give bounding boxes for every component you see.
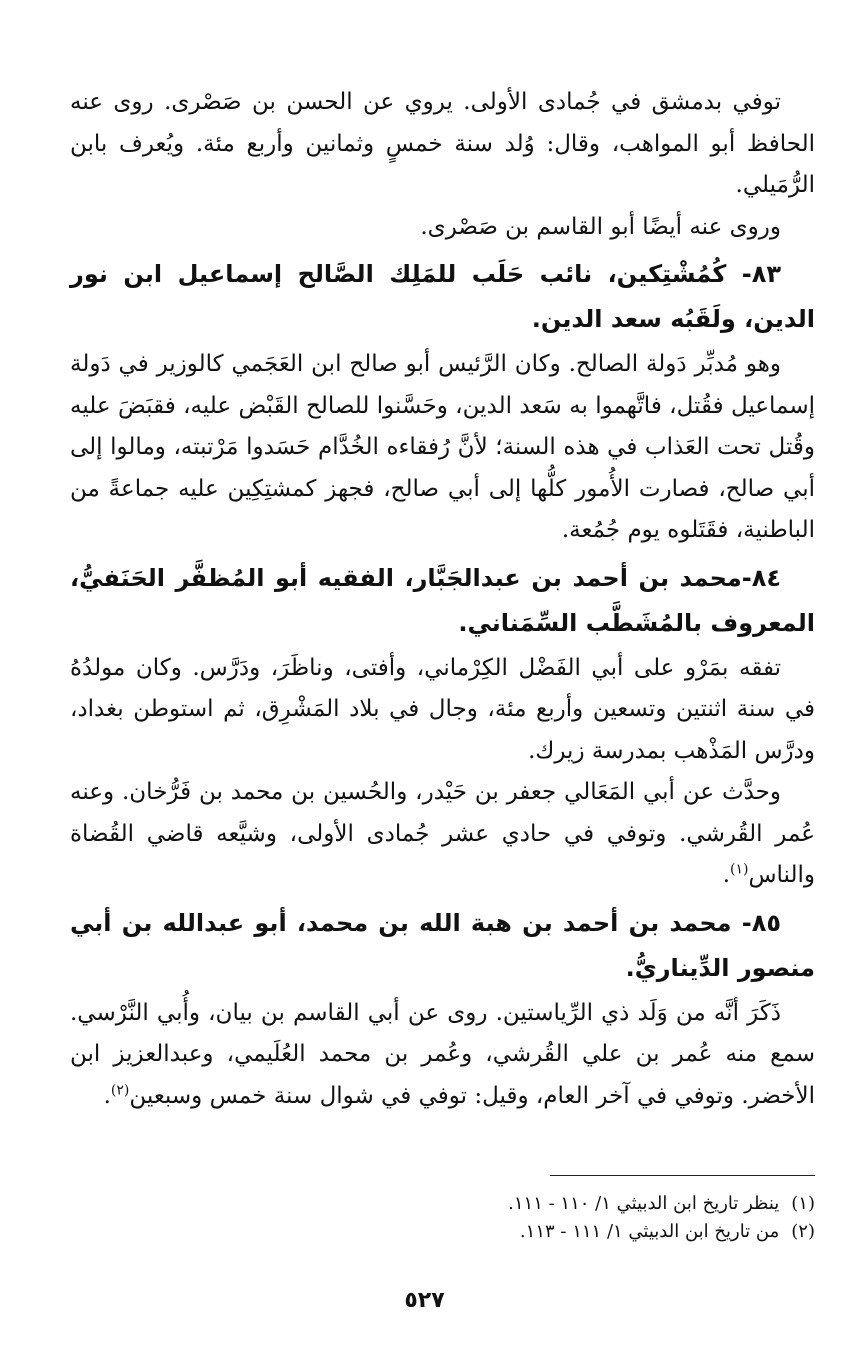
paragraph-with-footnote: ذَكَرَ أنَّه من وَلَد ذي الرِّياستين. روى عن أبي القاسم بن بيان، وأُبي النَّرْسي. سمع منه عُمر بن علي القُرشي، وعُمر بن محمد العُلَيمي، وعبدالعزيز ابن الأخضر. وتوفي في آخر العام، وقيل: توفي في شوال سنة خمس وسبعين$^{(٢)}$. — [70, 999, 815, 1109]
footnote-number: (١) — [791, 1193, 815, 1214]
paragraph-with-footnote: وحدَّث عن أبي المَعَالي جعفر بن حَيْدر، والحُسين بن محمد بن فَرُّخان. وعنه عُمر القُرشي. وتوفي في حادي عشر جُمادى الأولى، وشيَّعه قاضي القُضاة والناس$^{(١)}$. — [70, 779, 815, 888]
entry-heading-84: ٨٤-محمد بن أحمد بن عبدالجَبَّار، الفقيه أبو المُظفَّر الحَنَفيُّ، المعروف بالمُشَطَّب السِّمَناني. — [70, 563, 815, 637]
footnote-item — [70, 1218, 815, 1246]
paragraph: توفي بدمشق في جُمادى الأولى. يروي عن الحسن بن صَصْرى. روى عنه الحافظ أبو المواهب، وقال: وُلد سنة خمسٍ وثمانين وأربع مئة. ويُعرف بابن الرُّمَيلي. — [70, 89, 815, 198]
page-number: ٥٢٧ — [404, 1288, 445, 1313]
footnote-text: من تاريخ ابن الدبيثي ١/ ١١١ - ١١٣. — [519, 1221, 780, 1242]
footnote-item — [70, 1190, 815, 1218]
paragraph: وروى عنه أيضًا أبو القاسم بن صَصْرى. — [420, 213, 781, 240]
footnotes — [70, 1175, 815, 1246]
footnote-mark[interactable]: (٢) — [110, 1081, 130, 1098]
paragraph: تفقه بمَرْو على أبي الفَضْل الكِرْماني، وأفتى، وناظَرَ، ودَرَّس. وكان مولدُهُ في سنة اثنتين وتسعين وأربع مئة، وجال في بلاد المَشْرِق، ثم استوطن بغداد، ودرَّس المَذْهب بمدرسة زيرك. — [70, 654, 815, 764]
page-body — [70, 82, 815, 1117]
footnote-text: ينظر تاريخ ابن الدبيثي ١/ ١١٠ - ١١١. — [508, 1193, 780, 1214]
footnote-divider — [550, 1175, 815, 1176]
paragraph-text: وحدَّث عن أبي المَعَالي جعفر بن حَيْدر، والحُسين بن محمد بن فَرُّخان. وعنه عُمر القُرشي. وتوفي في حادي عشر جُمادى الأولى، وشيَّعه قاضي القُضاة والناس — [70, 779, 815, 888]
entry-heading-83: ٨٣- كُمُشْتِكين، نائب حَلَب للمَلِك الصَّالح إسماعيل ابن نور الدين، ولَقَبُه سعد الدين. — [70, 260, 815, 333]
entry-heading-85: ٨٥- محمد بن أحمد بن هبة الله بن محمد، أبو عبدالله بن أبي منصور الدِّيناريُّ. — [70, 908, 815, 982]
paragraph-text: ذَكَرَ أنَّه من وَلَد ذي الرِّياستين. روى عن أبي القاسم بن بيان، وأُبي النَّرْسي. سمع منه عُمر بن علي القُرشي، وعُمر بن محمد العُلَيمي، وعبدالعزيز ابن الأخضر. وتوفي في آخر العام، وقيل: توفي في شوال سنة خمس وسبعين — [70, 999, 815, 1109]
footnote-mark[interactable]: (١) — [730, 861, 749, 878]
paragraph: وهو مُدبِّر دَولة الصالح. وكان الرَّئيس أبو صالح ابن العَجَمي كالوزير في دَولة إسماعيل فقُتل، فاتَّهموا به سَعد الدين، وحَسَّنوا للصالح القَبْض عليه، فقبَضَ عليه وقُتل تحت العَذاب في هذه السنة؛ لأنَّ رُفقاءه الخُدَّام حَسَدوا مَرْتبته، ومالوا إلى أبي صالح، فصارت الأُمور كلُّها إلى أبي صالح، فجهز كمشتِكِين عليه جماعةً من الباطنية، فقَتَلوه يوم جُمُعة. — [70, 351, 815, 543]
footnote-number: (٢) — [791, 1221, 815, 1242]
